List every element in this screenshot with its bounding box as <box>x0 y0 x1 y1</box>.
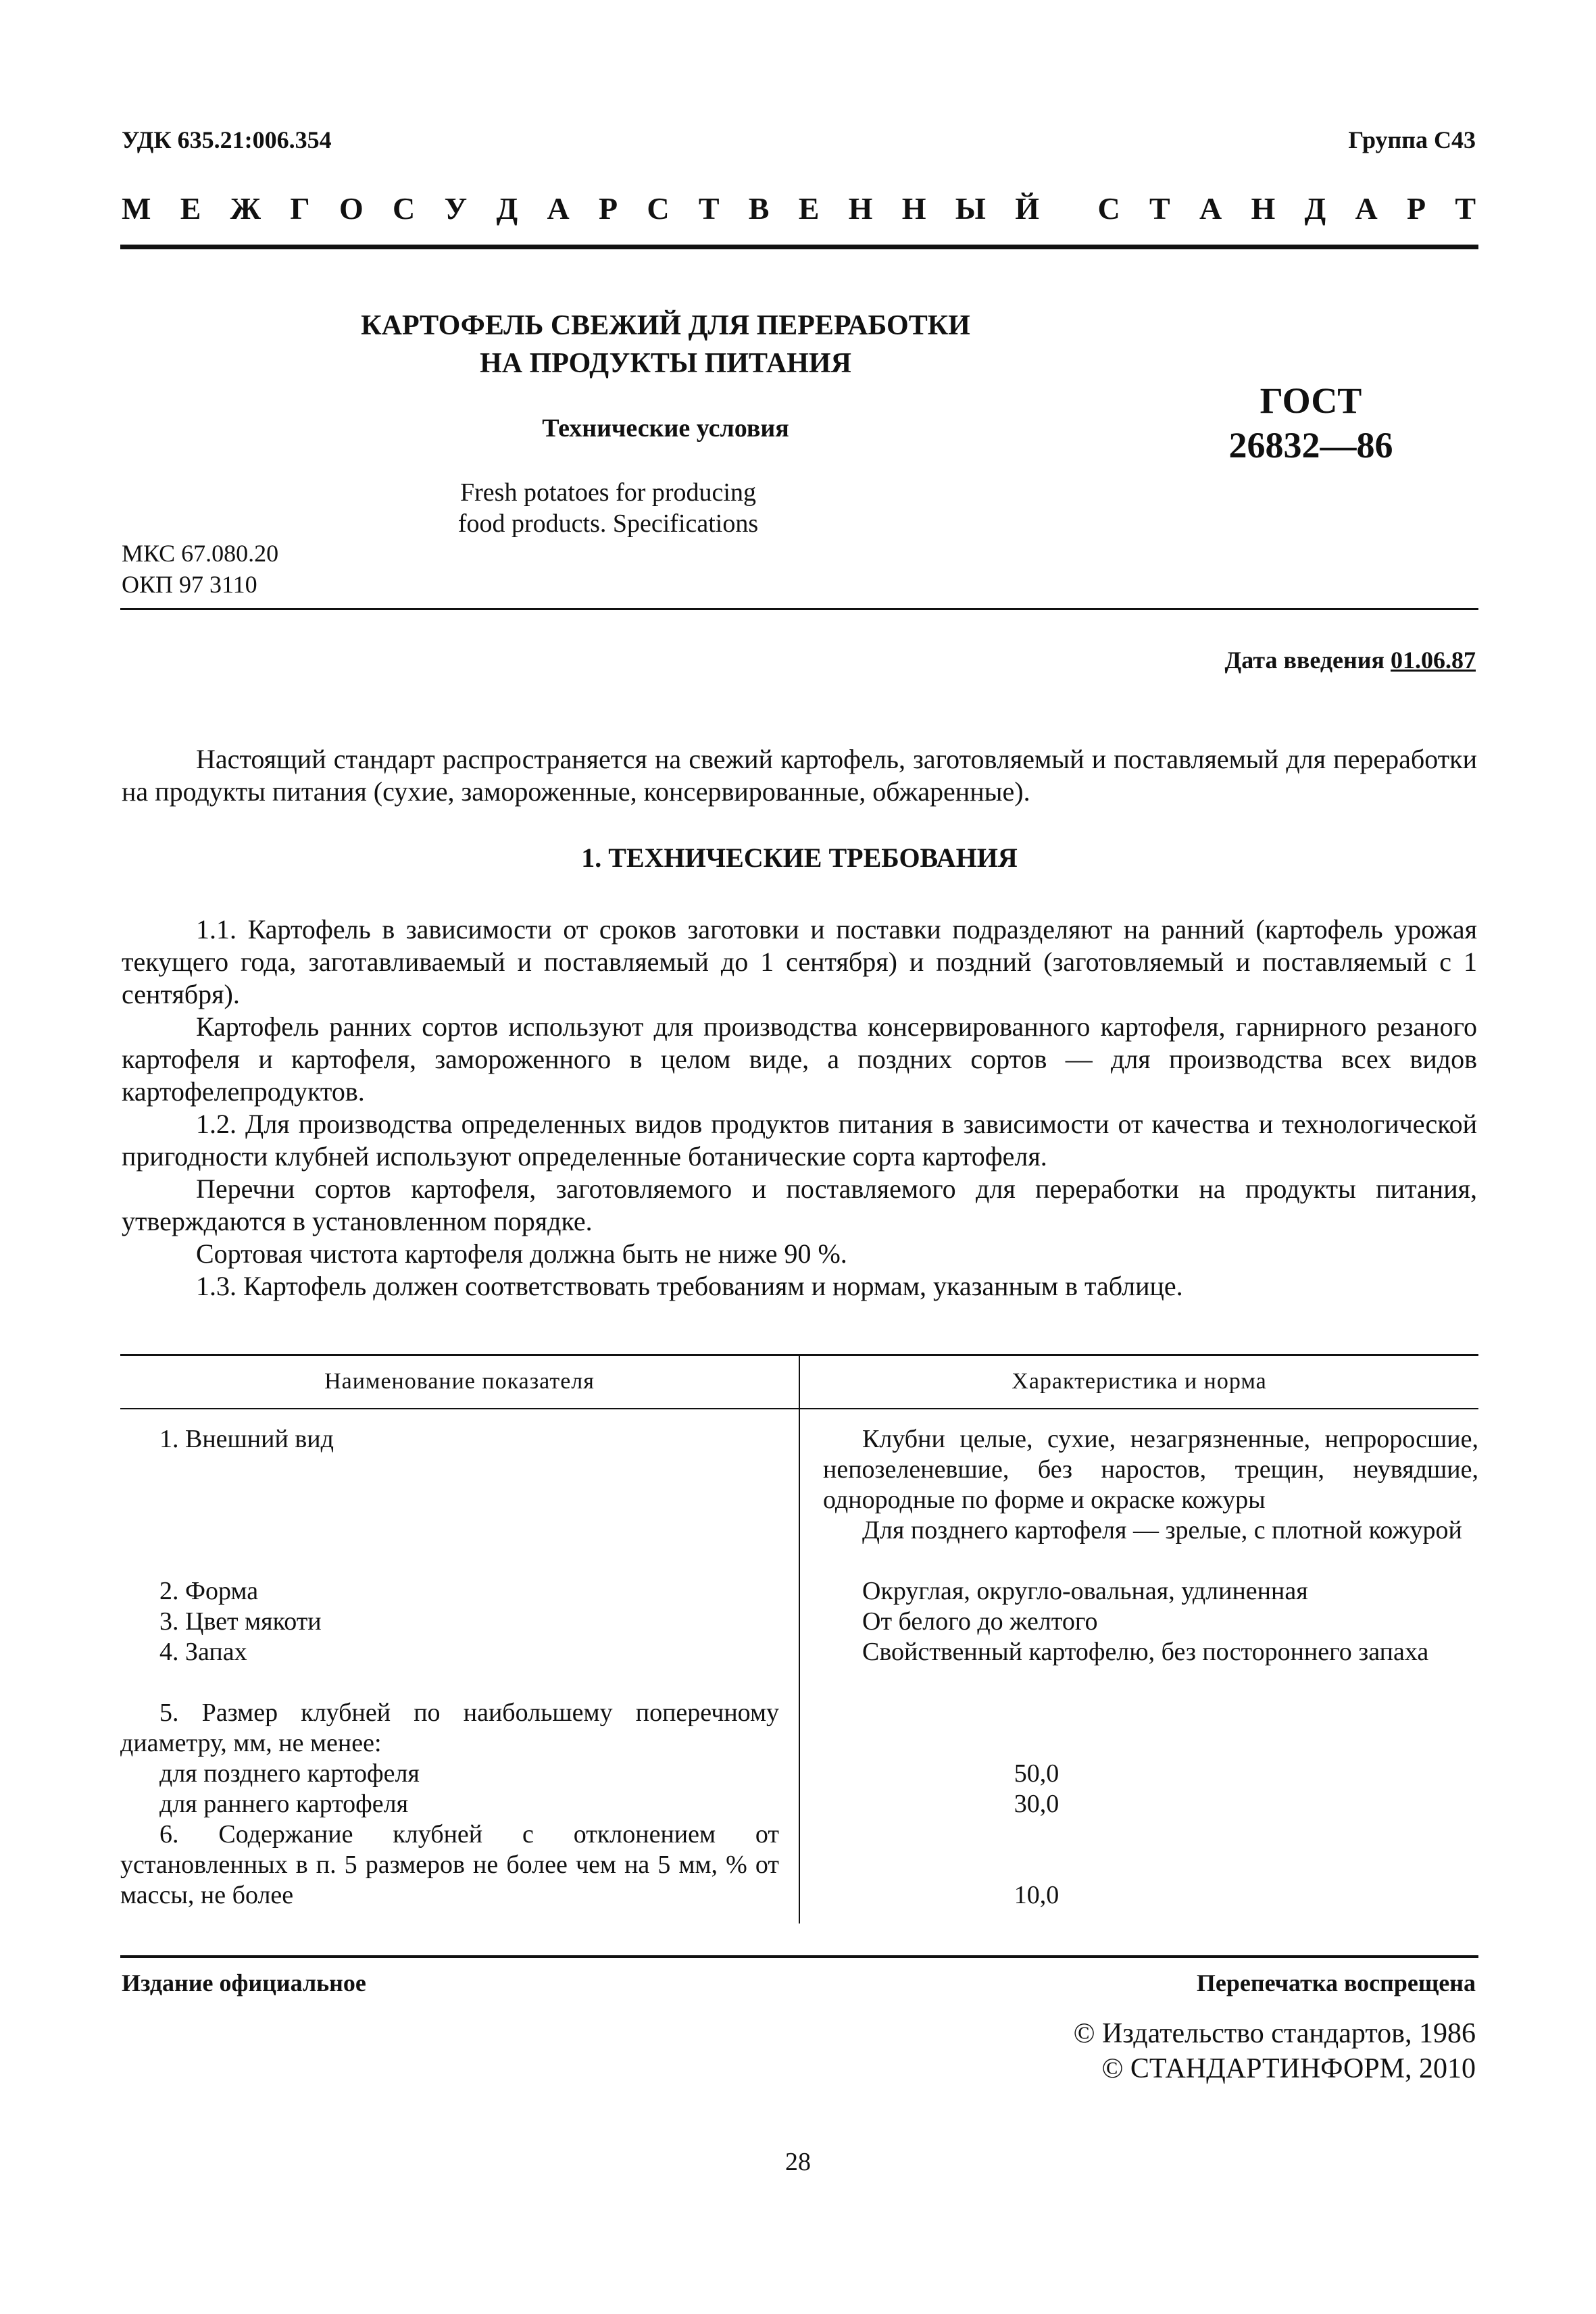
table-row-6-value: 10,0 <box>1014 1881 1059 1909</box>
heading-letter: Г <box>290 191 310 226</box>
heading-letter: С <box>647 191 670 226</box>
paragraph-1-2: 1.2. Для производства определенных видов продуктов питания в зависимости от качества и технологической пригодности клубней используют определенные ботанические сорта картофеля. <box>122 1109 1477 1172</box>
paragraph-1-2-b: Перечни сортов картофеля, заготовляемого и поставляемого для переработки на продукты питания, утверждаются в установленном порядке. <box>122 1174 1477 1236</box>
heading-letter: У <box>444 191 468 226</box>
copyright-line-1: © Издательство стандартов, 1986 <box>1073 2018 1476 2049</box>
table-row-1-value-b: Для позднего картофеля — зрелые, с плотной кожурой <box>862 1516 1462 1544</box>
intro-paragraph: Настоящий стандарт распространяется на свежий картофель, заготовляемый и поставляемый для переработки на продукты питания (сухие, замороженные, консервированные, обжаренные). <box>122 744 1477 807</box>
table-row-3-name: 3. Цвет мякоти <box>159 1607 322 1636</box>
official-edition-label: Издание официальное <box>122 1969 366 1996</box>
table-header-name: Наименование показателя <box>324 1369 595 1394</box>
effective-date <box>1225 646 1476 674</box>
section-title: 1. ТЕХНИЧЕСКИЕ ТРЕБОВАНИЯ <box>581 842 1018 873</box>
heading-letter: Ы <box>955 191 986 226</box>
heading-letter: Д <box>496 191 518 226</box>
heading-letter: С <box>392 191 416 226</box>
heading-letter: Е <box>798 191 820 226</box>
heading-letter: Т <box>1149 191 1170 226</box>
page-number: 28 <box>785 2148 811 2176</box>
heading-letter: В <box>748 191 770 226</box>
english-title-line-2: food products. Specifications <box>457 509 759 538</box>
title-line-1: КАРТОФЕЛЬ СВЕЖИЙ ДЛЯ ПЕРЕРАБОТКИ <box>361 310 970 341</box>
table-row-5-name: 5. Размер клубней по наибольшему поперечному диаметру, мм, не менее: <box>120 1699 779 1757</box>
heading-letter: Р <box>1406 191 1426 226</box>
document-subtitle: Технические условия <box>542 414 789 443</box>
table-row-4-name: 4. Запах <box>159 1638 247 1666</box>
gost-number: 26832—86 <box>1228 425 1393 466</box>
copyright-block <box>1074 2016 1476 2086</box>
paragraph-1-2-c: Сортовая чистота картофеля должна быть не ниже 90 %. <box>196 1238 847 1269</box>
heading-letter: С <box>1097 191 1120 226</box>
table-row-2-name: 2. Форма <box>159 1577 259 1605</box>
classification-codes <box>122 538 278 600</box>
heading-letter: Ж <box>230 191 261 226</box>
title-block-rule <box>120 608 1478 610</box>
reprint-prohibited-label: Перепечатка воспрещена <box>1196 1969 1476 1996</box>
heading-letter: Д <box>1304 191 1326 226</box>
udk-code: УДК 635.21:006.354 <box>122 126 332 153</box>
table-row-5b-value: 30,0 <box>1014 1790 1059 1818</box>
paragraph-1-3: 1.3. Картофель должен соответствовать требованиям и нормам, указанным в таблице. <box>196 1271 1183 1301</box>
header-rule <box>120 245 1478 249</box>
english-title <box>419 477 797 539</box>
table-row-4-value: Свойственный картофелю, без постороннего запаха <box>862 1638 1429 1666</box>
table-row-5a-value: 50,0 <box>1014 1759 1059 1788</box>
paragraph-1-1-b: Картофель ранних сортов используют для производства консервированного картофеля, гарнирного резаного картофеля и картофеля, замороженного в целом виде, а поздних сортов — для производства всех видов картофелепродуктов. <box>122 1011 1477 1107</box>
table-row-1-name: 1. Внешний вид <box>159 1425 334 1453</box>
effective-date-value: 01.06.87 <box>1391 647 1476 674</box>
table-column-divider <box>799 1354 800 1923</box>
table-row-6-name: 6. Содержание клубней с отклонением от установленных в п. 5 размеров не более чем на 5 мм, % от массы, не более <box>120 1820 779 1909</box>
okp-code: ОКП 97 3110 <box>122 571 257 598</box>
table-row-1-value-a: Клубни целые, сухие, незагрязненные, непроросшие, непозеленевшие, без наростов, трещин, неувядшие, однородные по форме и окраске кожуры <box>823 1425 1478 1514</box>
requirements-table <box>120 1354 1478 1923</box>
heading-letter: Т <box>1455 191 1476 226</box>
table-row-5b-name: для раннего картофеля <box>159 1790 409 1818</box>
table-row-2-value: Округлая, округло-овальная, удлиненная <box>862 1577 1308 1605</box>
table-header-value: Характеристика и норма <box>1012 1369 1267 1394</box>
heading-letter: Т <box>698 191 720 226</box>
heading-letter: Е <box>180 191 201 226</box>
heading-letter: М <box>122 191 151 226</box>
footer-rule <box>120 1955 1478 1958</box>
document-title <box>297 307 1034 382</box>
heading-letter: Р <box>598 191 618 226</box>
group-code: Группа С43 <box>1348 126 1476 153</box>
heading-letter: А <box>547 191 570 226</box>
table-row-5a-name: для позднего картофеля <box>159 1759 420 1788</box>
title-line-2: НА ПРОДУКТЫ ПИТАНИЯ <box>480 348 851 379</box>
heading-letter: А <box>1355 191 1378 226</box>
copyright-line-2: © СТАНДАРТИНФОРМ, 2010 <box>1101 2053 1476 2084</box>
paragraph-1-1: 1.1. Картофель в зависимости от сроков заготовки и поставки подразделяют на ранний (картофель урожая текущего года, заготавливаемый и поставляемый до 1 сентября) и поздний (заготовляемый и поставляемый с 1 сентября). <box>122 914 1477 1009</box>
heading-letter: А <box>1199 191 1222 226</box>
effective-date-label: Дата введения <box>1224 647 1385 674</box>
mks-code: МКС 67.080.20 <box>122 540 279 567</box>
heading-letter: Й <box>1015 191 1039 226</box>
table-row-3-value: От белого до желтого <box>862 1607 1098 1636</box>
english-title-line-1: Fresh potatoes for producing <box>460 478 756 507</box>
heading-letter: Н <box>1251 191 1276 226</box>
gost-designation <box>1203 378 1419 468</box>
gost-label: ГОСТ <box>1260 380 1362 421</box>
interstate-standard-heading <box>122 191 1476 226</box>
heading-letter: Н <box>901 191 926 226</box>
heading-letter: О <box>339 191 364 226</box>
heading-letter: Н <box>848 191 873 226</box>
